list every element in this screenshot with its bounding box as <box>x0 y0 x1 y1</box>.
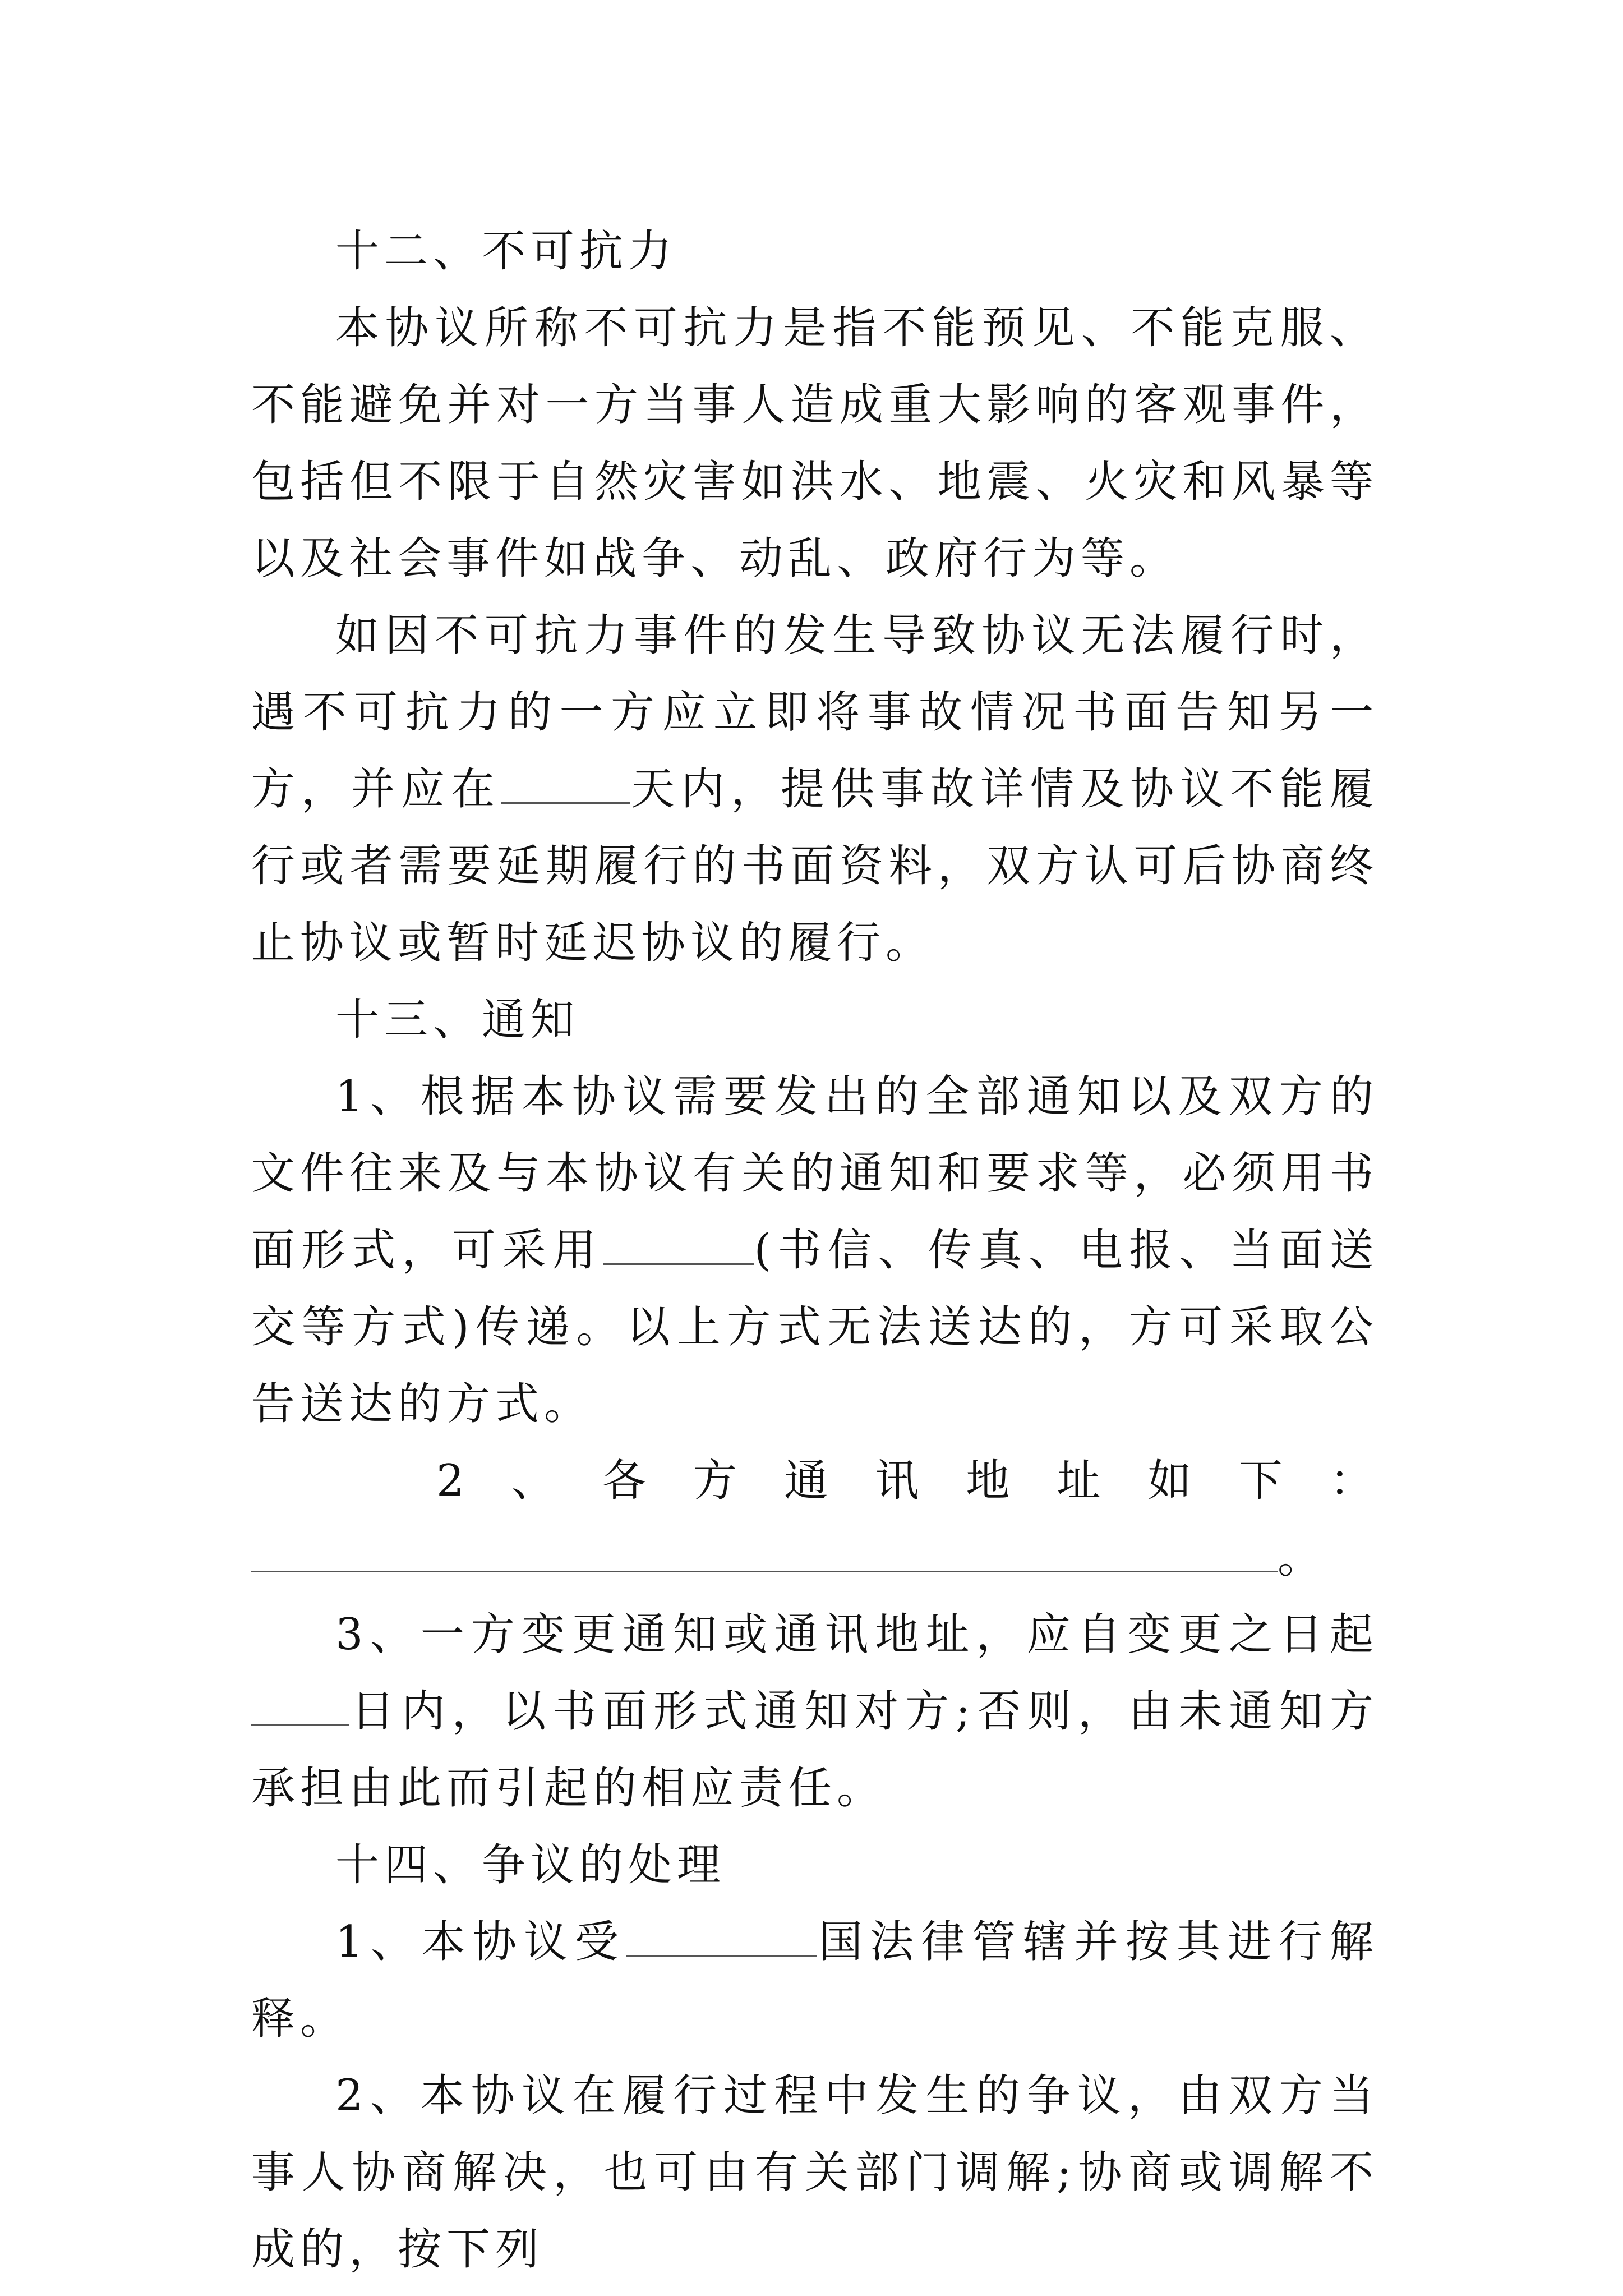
paragraph-text: 日内，以书面形式通知对方;否则，由未通知方承担由此而引起的相应责任。 <box>251 1686 1378 1814</box>
document-body <box>251 213 1378 2288</box>
paragraph-text: 1、根据本协议需要发出的全部通知以及双方的文件往来及与本协议有关的通知和要求等，必须用书面形式，可采用 <box>251 1071 1378 1276</box>
period-mark: 。 <box>1278 1533 1322 1583</box>
governing-law-country-blank-field <box>626 1920 817 1957</box>
address-blank-row <box>251 1520 1378 1596</box>
notice-item-2 <box>251 1443 1378 1520</box>
spaced-char: 如 <box>1147 1456 1197 1506</box>
paragraph-text: 1、本协议受 <box>335 1917 626 1967</box>
dispute-item-1 <box>251 1904 1378 2058</box>
spaced-char: 址 <box>1057 1456 1106 1506</box>
section-heading-force-majeure: 十二、不可抗力 <box>335 226 677 277</box>
spaced-char: 各 <box>602 1456 651 1506</box>
days-blank-field <box>501 767 630 804</box>
spaced-char: 方 <box>693 1456 743 1506</box>
spaced-char: 通 <box>784 1456 833 1506</box>
delivery-method-blank-field <box>603 1228 754 1265</box>
paragraph-text: 天内，提供事故详情及协议不能履行或者需要延期履行的书面资料，双方认可后协商终止协议或暂时延迟协议的履行。 <box>251 764 1378 968</box>
paragraph-text: 3、一方变更通知或通讯地址，应自变更之日起 <box>335 1609 1378 1660</box>
force-majeure-notice-paragraph <box>251 597 1378 982</box>
notice-item-1 <box>251 1059 1378 1443</box>
dispute-item-2: 2、本协议在履行过程中发生的争议，由双方当事人协商解决，也可由有关部门调解;协商或调解不成的，按下列 <box>251 2070 1378 2275</box>
address-blank-field <box>251 1536 1278 1572</box>
spaced-char: 地 <box>966 1456 1015 1506</box>
spaced-char: 2 <box>436 1456 469 1506</box>
change-days-blank-field <box>251 1690 349 1726</box>
spaced-char: 、 <box>511 1456 560 1506</box>
spaced-char: 下 <box>1238 1456 1288 1506</box>
section-heading-notice: 十三、通知 <box>335 995 580 1045</box>
paragraph-text: (书信、传真、电报、当面送交等方式)传递。以上方式无法送达的，方可采取公告送达的方式。 <box>251 1225 1378 1429</box>
force-majeure-definition-paragraph: 本协议所称不可抗力是指不能预见、不能克服、不能避免并对一方当事人造成重大影响的客观事件，包括但不限于自然灾害如洪水、地震、火灾和风暴等以及社会事件如战争、动乱、政府行为等。 <box>251 303 1378 584</box>
notice-item-3 <box>251 1596 1378 1827</box>
section-heading-dispute: 十四、争议的处理 <box>335 1840 726 1890</box>
paragraph-text: 如因不可抗力事件的发生导致协议无法履行时，遇不可抗力的一方应立即将事故情况书面告知另一方，并应在 <box>251 610 1378 815</box>
spaced-char: 讯 <box>875 1456 924 1506</box>
spaced-char: ： <box>1329 1456 1378 1506</box>
paragraph-text: 国法律管辖并按其进行解释。 <box>251 1917 1378 2044</box>
